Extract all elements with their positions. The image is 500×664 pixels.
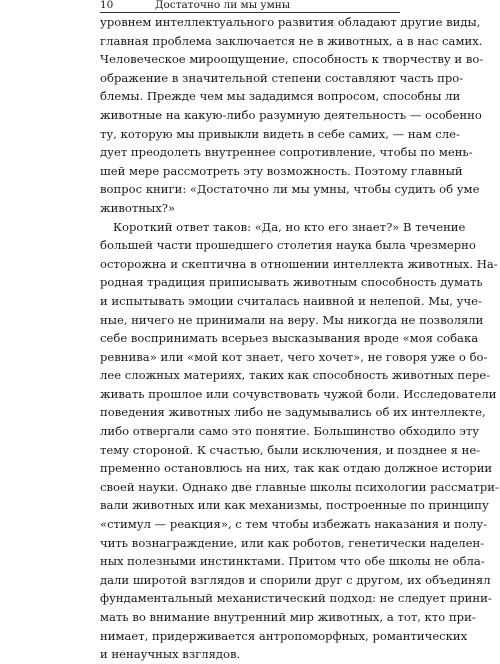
text-line: Короткий ответ таков: «Да, но кто его знает?» В течение xyxy=(113,219,466,234)
text-line: и испытывать эмоции считалась наивной и нелепой. Мы, уче- xyxy=(100,293,482,308)
text-line: фундаментальный механистический подход: не следует прини- xyxy=(100,591,492,606)
text-line: вали животных или как механизмы, построенные по принципу xyxy=(100,498,489,513)
text-line: поведения животных либо не задумывались об их интеллекте, xyxy=(100,405,486,420)
text-line: ображение в значительной степени составляют часть про- xyxy=(100,70,464,85)
text-line: дали широтой взглядов и спорили друг с другом, их объединял xyxy=(100,572,491,587)
paragraph xyxy=(100,13,484,218)
text-line: шей мере рассмотреть эту возможность. Поэтому главный xyxy=(100,163,463,178)
text-line: главная проблема заключается не в животных, а в нас самих. xyxy=(100,33,483,48)
running-title: Достаточно ли мы умны xyxy=(155,0,291,11)
text-line: дует преодолеть внутреннее сопротивление, чтобы по мень- xyxy=(100,145,473,160)
running-head xyxy=(100,0,400,11)
text-line: чить вознаграждение, или как роботов, генетически наделен- xyxy=(100,535,485,550)
text-line: лее сложных материях, таких как способность животных пере- xyxy=(100,368,491,383)
body-text xyxy=(100,13,499,664)
paragraph xyxy=(100,218,499,664)
text-line: себе воспринимать всерьез высказывания вроде «моя собака xyxy=(100,331,479,346)
text-line: Человеческое мироощущение, способность к творчеству и во- xyxy=(100,52,484,67)
text-line: большей части прошедшего столетия наука была чрезмерно xyxy=(100,238,476,253)
text-line: и ненаучных взглядов. xyxy=(100,647,241,662)
text-line: «стимул — реакция», с тем чтобы избежать наказания и полу- xyxy=(100,517,487,532)
text-line: своей науки. Однако две главные школы психологии рассматри- xyxy=(100,479,499,494)
text-line: животные на какую-либо разумную деятельность — особенно xyxy=(100,107,482,122)
text-line: ревнива» или «мой кот знает, чего хочет», не говоря уже о бо- xyxy=(100,349,488,364)
text-line: блемы. Прежде чем мы зададимся вопросом, способны ли xyxy=(100,89,461,104)
text-line: живать прошлое или сочувствовать чужой боли. Исследователи xyxy=(100,386,497,401)
text-line: пременно остановлюсь на них, так как отдаю должное истории xyxy=(100,461,493,476)
text-line: либо отвергали само это понятие. Большинство обходило эту xyxy=(100,424,480,439)
text-line: родная традиция приписывать животным способность думать xyxy=(100,275,483,290)
text-line: мать во внимание внутренний мир животных, а тот, кто при- xyxy=(100,610,476,624)
text-line: животных?» xyxy=(100,200,176,215)
text-line: вопрос книги: «Достаточно ли мы умны, чтобы судить об уме xyxy=(100,182,480,197)
text-line: нимает, придерживается антропоморфных, романтических xyxy=(100,628,468,643)
text-line: уровнем интеллектуального развития обладают другие виды, xyxy=(100,15,481,29)
text-line: ту, которую мы привыкли видеть в себе самих, — нам сле- xyxy=(100,126,460,141)
page-number: 10 xyxy=(100,0,114,11)
text-line: тему стороной. К счастью, были исключения, и позднее я не- xyxy=(100,442,481,457)
text-line: осторожна и скептична в отношении интеллекта животных. На- xyxy=(100,256,498,271)
text-line: ные, ничего не принимали на веру. Мы никогда не позволяли xyxy=(100,312,484,327)
text-line: ных полезными инстинктами. Притом что обе школы не обла- xyxy=(100,554,485,569)
